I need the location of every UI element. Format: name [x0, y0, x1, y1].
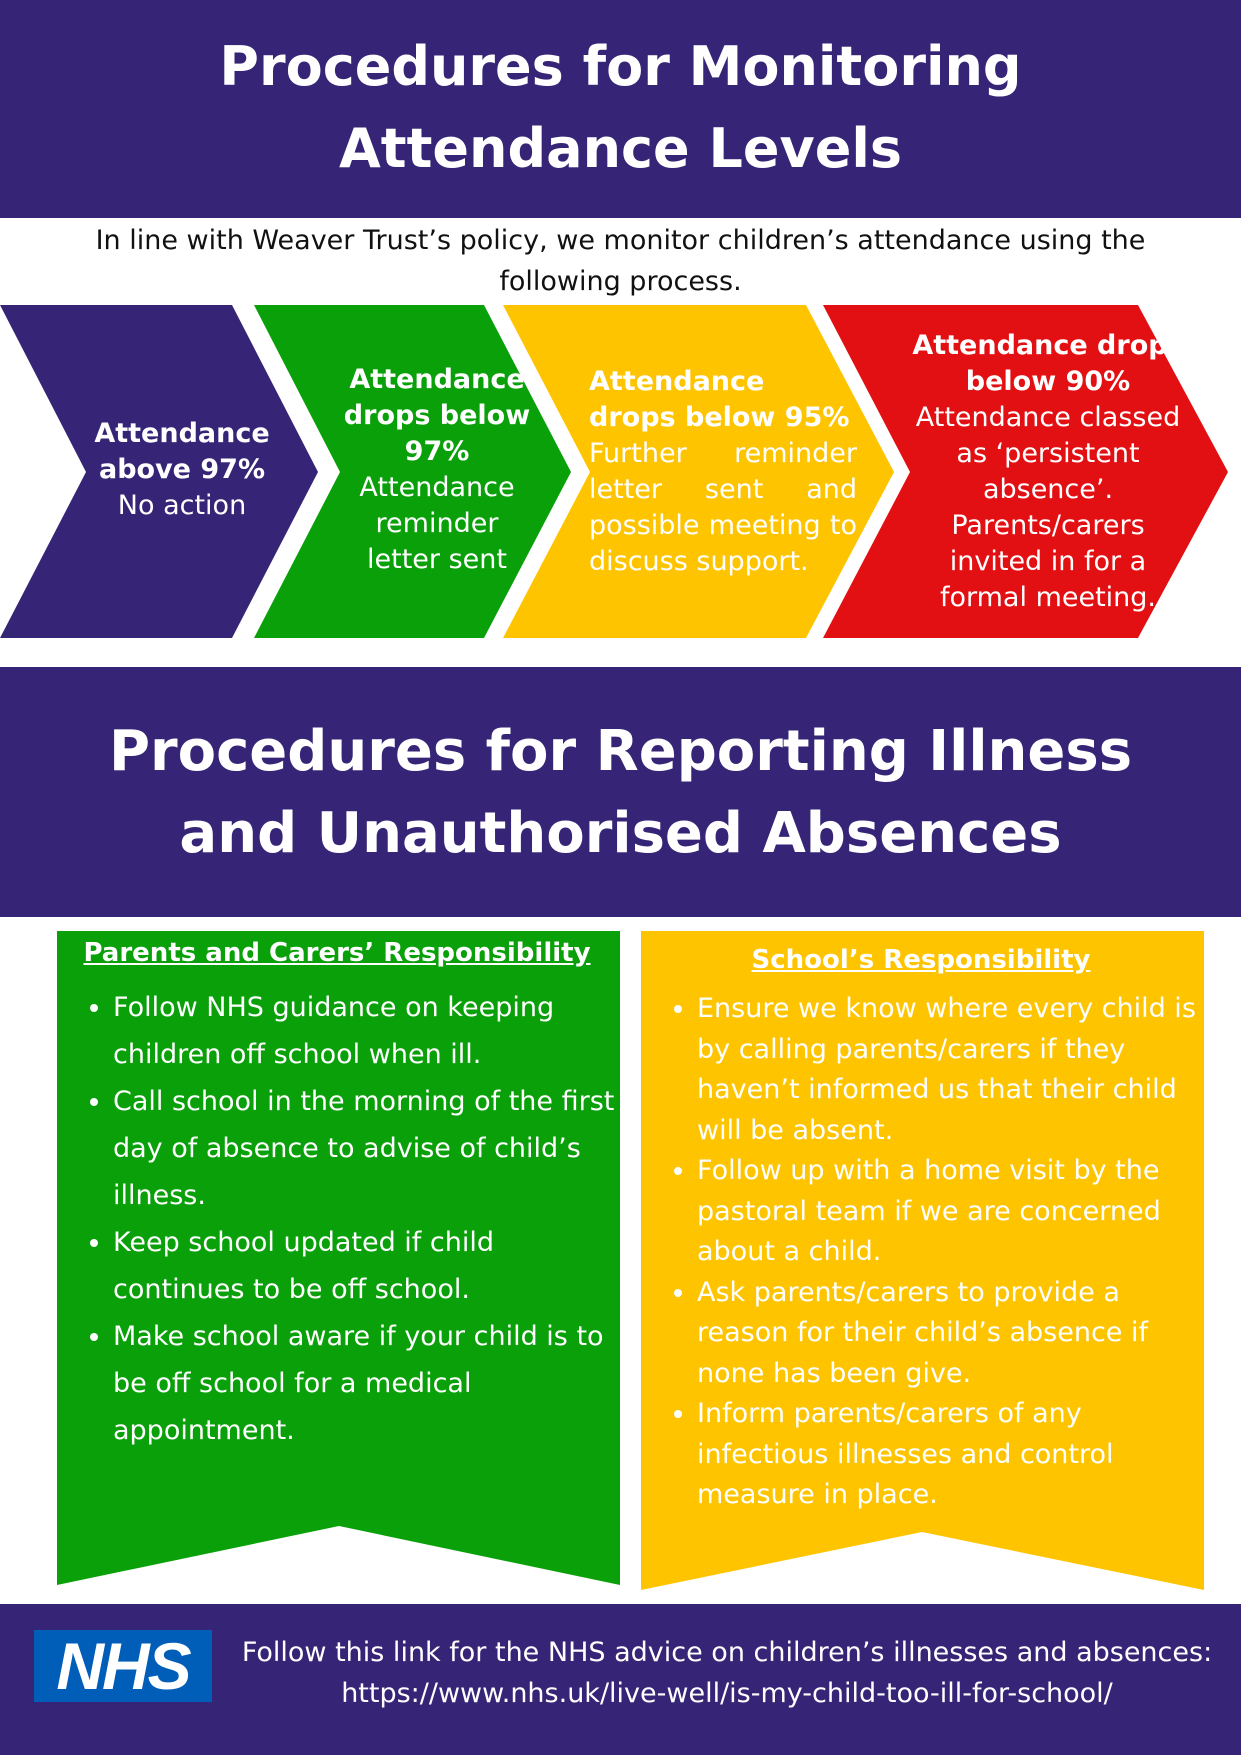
school-item: • Follow up with a home visit by the pastoral team if we are concerned about a child.	[697, 1151, 1201, 1273]
school-item: • Ensure we know where every child is by calling parents/carers if they haven’t informed us that their child will be absent.	[697, 989, 1201, 1151]
step-2-body: Attendance reminder letter sent	[359, 472, 515, 575]
school-column	[641, 941, 1201, 1516]
step-1-text	[82, 416, 282, 524]
step-4-body: Attendance classed as ‘persistent absence’. Parents/carers invited in for a formal meeting.	[915, 402, 1181, 613]
step-4-heading: Attendance drops below 90%	[912, 330, 1184, 397]
parents-list	[57, 984, 617, 1454]
step-1-body: No action	[117, 490, 247, 521]
parents-item: • Call school in the morning of the first day of absence to advise of child’s illness.	[113, 1078, 617, 1219]
step-2-heading: Attendance drops below 97%	[343, 364, 531, 467]
step-3-body: Further reminder letter sent and possible meeting to discuss support.	[589, 438, 857, 577]
school-heading: School’s Responsibility	[751, 945, 1091, 975]
school-item: • Ask parents/carers to provide a reason for their child’s absence if none has been give.	[697, 1273, 1201, 1395]
monitoring-title-line2: Attendance Levels	[339, 117, 902, 180]
footer-message: Follow this link for the NHS advice on children’s illnesses and absences:	[241, 1637, 1213, 1668]
parents-item: • Follow NHS guidance on keeping children off school when ill.	[113, 984, 617, 1078]
step-2-text	[342, 362, 532, 578]
footer-text	[222, 1632, 1232, 1714]
parents-heading: Parents and Carers’ Responsibility	[83, 938, 591, 968]
step-3-heading: Attendance drops below 95%	[589, 366, 850, 433]
monitoring-intro: In line with Weaver Trust’s policy, we monitor children’s attendance using the following process.	[95, 225, 1146, 297]
step-3-text	[589, 364, 857, 580]
monitoring-title-line1: Procedures for Monitoring	[219, 35, 1022, 98]
step-1-heading: Attendance above 97%	[94, 418, 270, 485]
step-4-text	[912, 328, 1184, 616]
school-list	[641, 989, 1201, 1516]
nhs-logo: NHS	[34, 1630, 212, 1702]
nhs-advice-link[interactable]: https://www.nhs.uk/live-well/is-my-child-too-ill-for-school/	[341, 1678, 1113, 1709]
reporting-title-line1: Procedures for Reporting Illness	[108, 719, 1133, 784]
monitoring-title	[0, 26, 1241, 190]
parents-item: • Keep school updated if child continues to be off school.	[113, 1219, 617, 1313]
reporting-title-line2: and Unauthorised Absences	[179, 801, 1062, 866]
reporting-title	[0, 711, 1241, 875]
parents-item: • Make school aware if your child is to be off school for a medical appointment.	[113, 1313, 617, 1454]
school-item: • Inform parents/carers of any infectious illnesses and control measure in place.	[697, 1394, 1201, 1516]
parents-column	[57, 934, 617, 1454]
